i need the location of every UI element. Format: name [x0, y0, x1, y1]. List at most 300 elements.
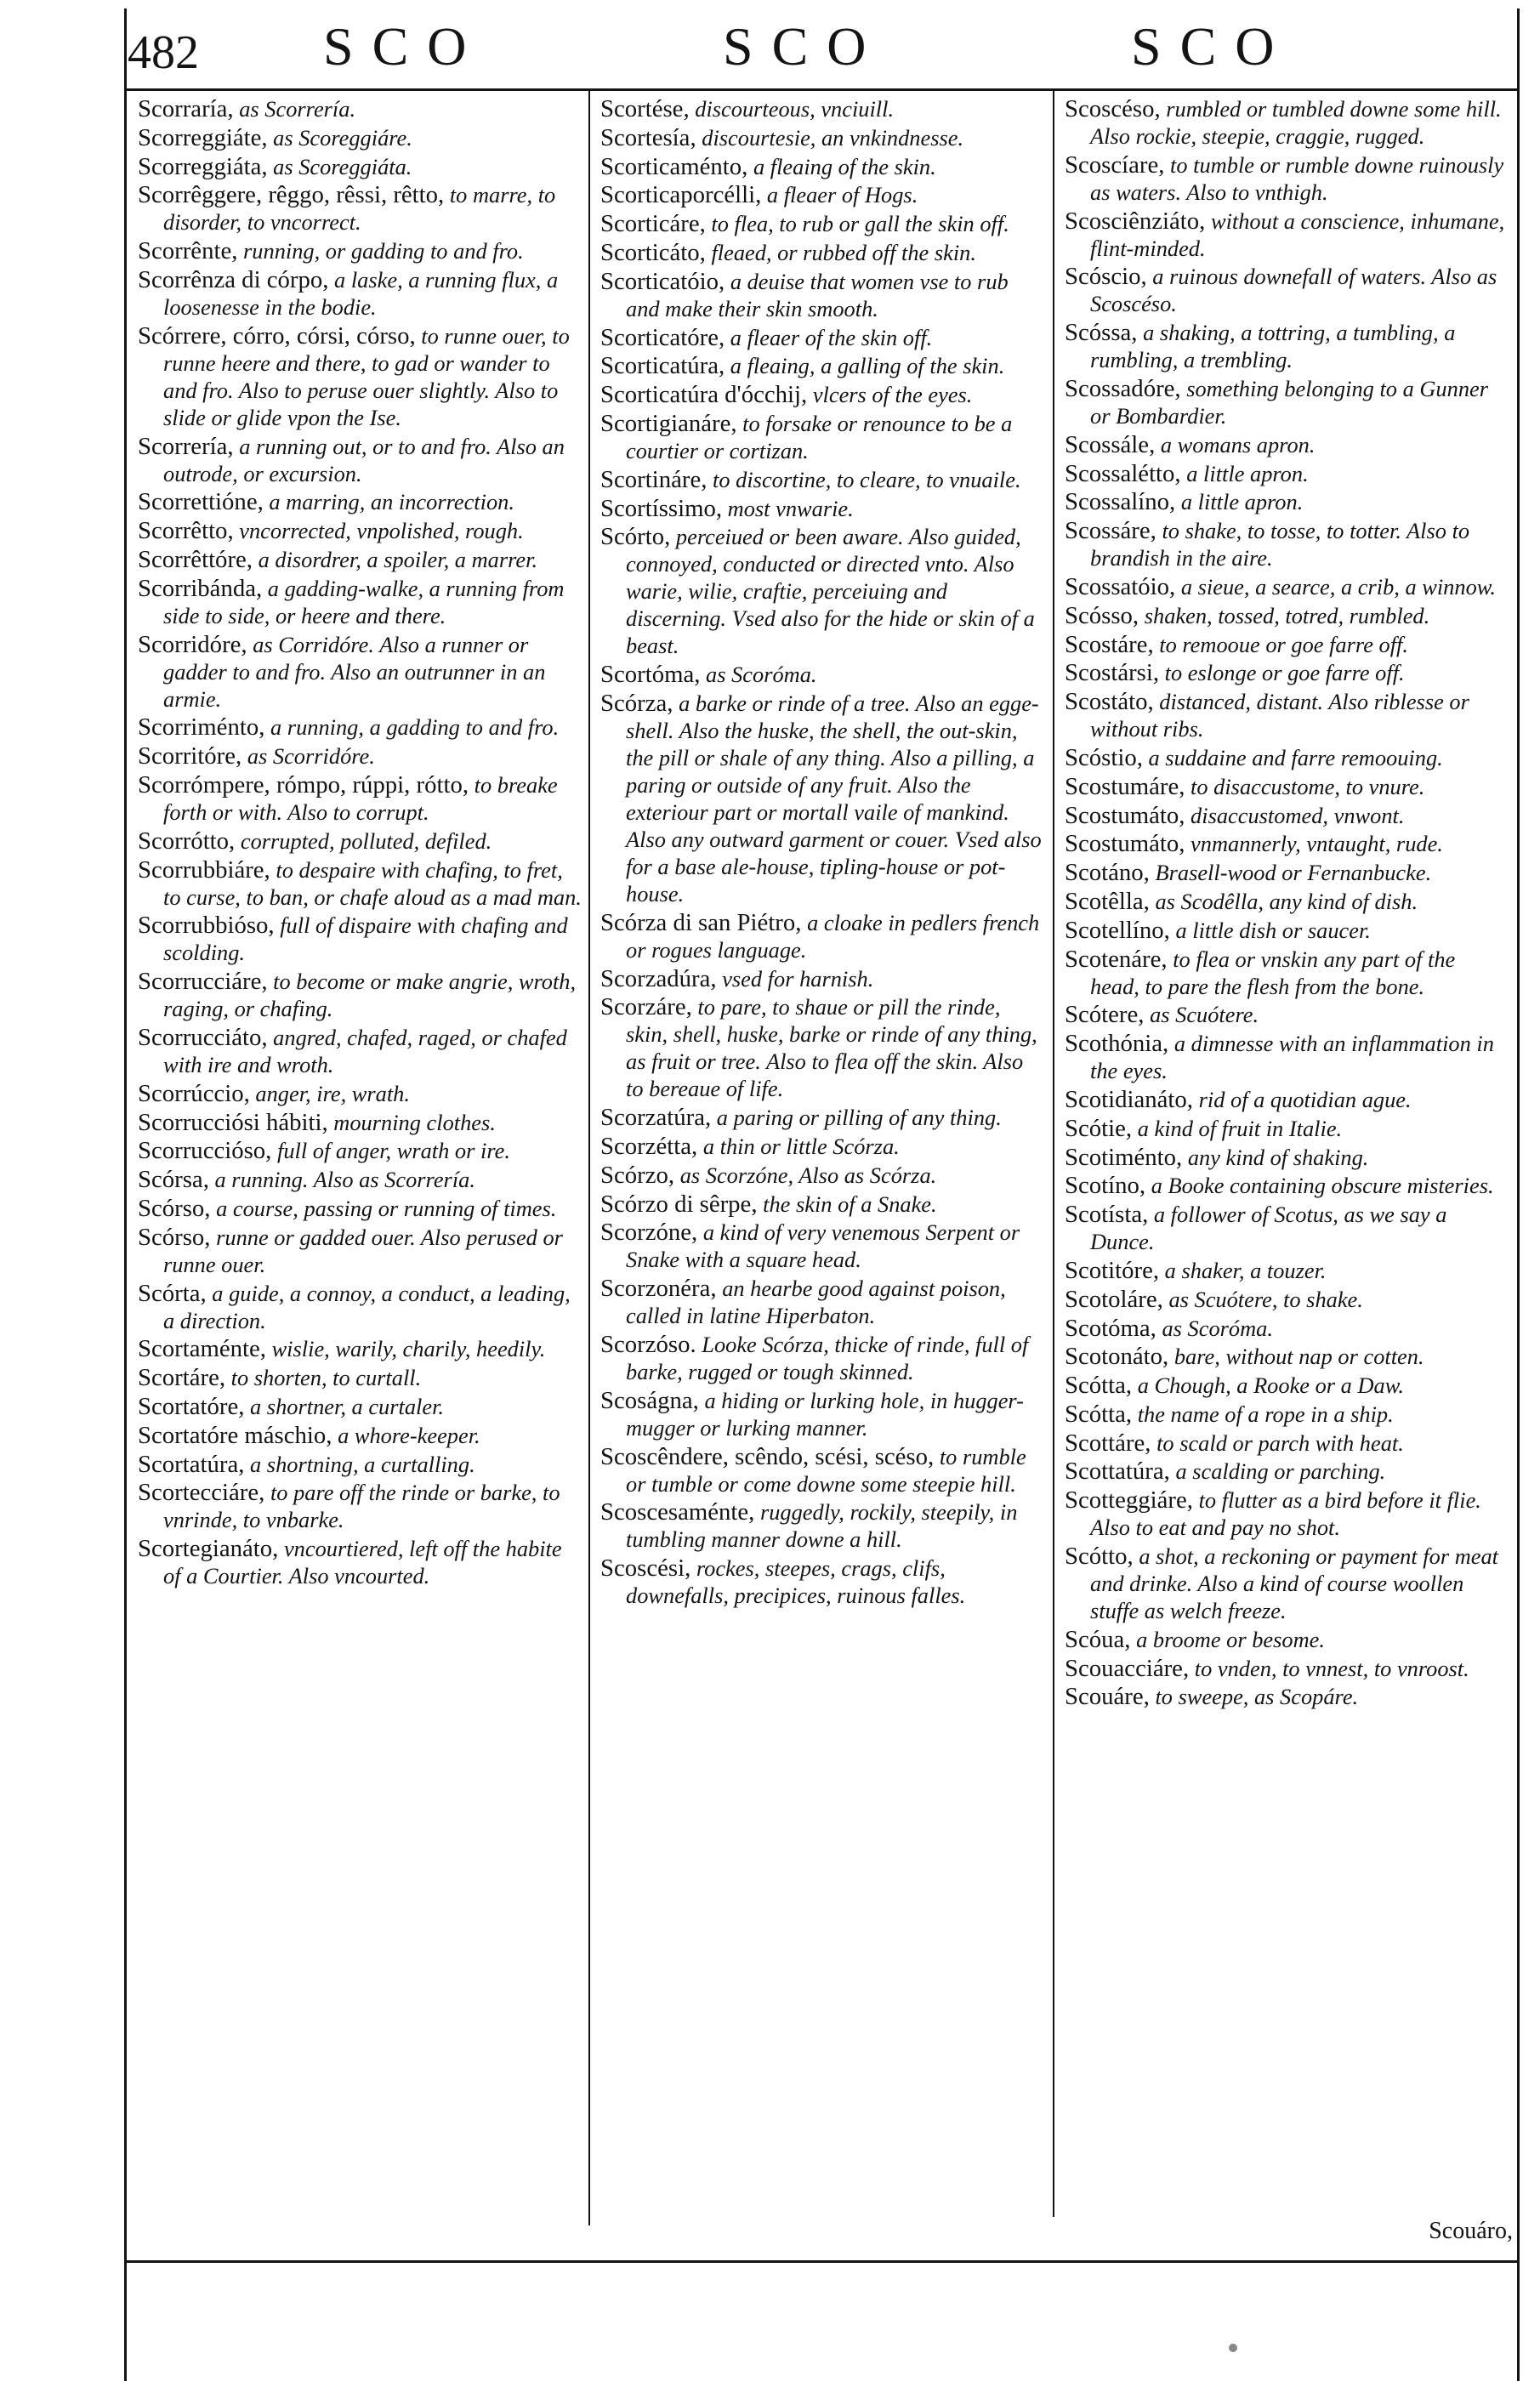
dictionary-entry	[138, 322, 582, 431]
definition: any kind of shaking.	[1187, 1144, 1369, 1170]
dictionary-entry	[138, 1364, 582, 1391]
definition: as Scorrería.	[239, 96, 356, 122]
headword: Scortesía,	[600, 123, 696, 151]
headword: Scotonáto,	[1065, 1343, 1169, 1371]
definition: something belonging to a Gunner or Bombardier.	[1090, 375, 1488, 429]
dictionary-entry	[1065, 830, 1509, 857]
headword: Scortigianáre,	[600, 409, 737, 437]
dictionary-entry	[600, 410, 1043, 464]
dictionary-entry	[138, 1535, 582, 1589]
definition: discourtesie, an vnkindnesse.	[702, 124, 964, 151]
dictionary-entry	[600, 210, 1043, 237]
definition: a follower of Scotus, as we say a Dunce.	[1090, 1202, 1447, 1255]
running-head-left: SCO	[323, 16, 486, 77]
dictionary-entry	[1065, 1372, 1509, 1399]
headword: Scoscesaménte,	[600, 1498, 755, 1526]
definition: a scalding or parching.	[1175, 1458, 1386, 1485]
definition: to vnden, to vnnest, to vnroost.	[1194, 1655, 1469, 1681]
headword: Scorrêggere, rêggo, rêssi, rêtto,	[138, 181, 445, 209]
dictionary-entry	[1065, 917, 1509, 944]
definition: to runne ouer, to runne heere and there, to gad or wander to and fro. Also to peruse ouer slightly. Also to slide or glide vpon the Ise.	[163, 322, 570, 430]
definition: a broome or besome.	[1136, 1626, 1325, 1652]
dictionary-entry	[600, 1275, 1043, 1329]
headword: Scotenáre,	[1065, 945, 1168, 973]
headword: Scortáre,	[138, 1364, 226, 1392]
dictionary-entry	[1065, 1115, 1509, 1142]
headword: Scórso,	[138, 1223, 211, 1251]
page-number: 482	[128, 26, 199, 79]
dictionary-entry	[600, 268, 1043, 322]
dictionary-entry	[138, 856, 582, 911]
running-head-center: SCO	[723, 16, 885, 77]
headword: Scorreggiáte,	[138, 123, 268, 151]
dictionary-entry	[138, 433, 582, 487]
definition: a running out, or to and fro. Also an outrode, or excursion.	[163, 433, 565, 486]
dictionary-entry	[600, 181, 1043, 208]
dictionary-entry	[1065, 375, 1509, 429]
headword: Scóstio,	[1065, 743, 1143, 771]
definition: a fleaing of the skin.	[753, 153, 936, 179]
dictionary-entry	[138, 237, 582, 264]
dictionary-entry	[1065, 1315, 1509, 1342]
headword: Scorriménto,	[138, 713, 265, 742]
definition: to shake, to tosse, to totter. Also to brandish in the aire.	[1090, 518, 1470, 571]
dictionary-entry	[138, 1335, 582, 1362]
definition: discourteous, vnciuill.	[695, 96, 895, 122]
definition: to discortine, to cleare, to vnuaile.	[713, 466, 1021, 492]
dictionary-entry	[138, 1393, 582, 1420]
dictionary-entry	[600, 965, 1043, 992]
dictionary-entry	[1065, 1030, 1509, 1084]
headword: Scórto,	[600, 523, 671, 551]
headword: Scotêlla,	[1065, 887, 1150, 915]
dictionary-entry	[1065, 1655, 1509, 1682]
headword: Scotíno,	[1065, 1172, 1146, 1200]
headword: Scouacciáre,	[1065, 1654, 1190, 1682]
definition: a laske, a running flux, a loosenesse in the bodie.	[163, 266, 559, 320]
definition: rid of a quotidian ague.	[1198, 1086, 1412, 1112]
dictionary-entry	[138, 1280, 582, 1334]
dictionary-entry	[138, 1479, 582, 1533]
dictionary-entry	[600, 1554, 1043, 1609]
definition: to shorten, to curtall.	[230, 1365, 422, 1391]
headword: Scotteggiáre,	[1065, 1486, 1193, 1515]
headword: Scotidianáto,	[1065, 1085, 1193, 1113]
dictionary-entry	[138, 1224, 582, 1278]
headword: Scóssa,	[1065, 319, 1138, 347]
headword: Scosciênziáto,	[1065, 207, 1206, 235]
dictionary-entry	[1065, 1086, 1509, 1113]
definition: to remooue or goe farre off.	[1159, 631, 1408, 657]
definition: a fleaer of the skin off.	[730, 324, 933, 350]
definition: a disordrer, a spoiler, a marrer.	[258, 546, 538, 572]
definition: a running. Also as Scorrería.	[214, 1167, 475, 1193]
headword: Scortatúra,	[138, 1450, 245, 1478]
dictionary-entry	[1065, 1257, 1509, 1284]
dictionary-entry	[138, 266, 582, 321]
definition: to scald or parch with heat.	[1156, 1429, 1404, 1456]
stray-mark	[1229, 2344, 1237, 2352]
definition: a little apron.	[1180, 489, 1304, 515]
definition: shaken, tossed, totred, rumbled.	[1144, 602, 1430, 628]
headword: Scoscési,	[600, 1554, 691, 1583]
headword: Scorrúccio,	[138, 1079, 250, 1107]
headword: Scorticáto,	[600, 238, 706, 266]
header-rule	[124, 88, 1520, 91]
dictionary-entry	[1065, 744, 1509, 771]
headword: Scotísta,	[1065, 1201, 1149, 1229]
definition: to flea, to rub or gall the skin off.	[711, 211, 1009, 237]
definition: a shortning, a curtalling.	[250, 1451, 475, 1477]
headword: Scorrubbióso,	[138, 912, 275, 940]
dictionary-entry	[1065, 517, 1509, 571]
definition: distanced, distant. Also riblesse or without ribs.	[1090, 689, 1469, 742]
definition: a kind of very venemous Serpent or Snake with a square head.	[626, 1219, 1020, 1273]
definition: to become or make angrie, wroth, raging, or chafing.	[163, 969, 577, 1022]
headword: Scossadóre,	[1065, 374, 1181, 402]
headword: Scorzóne,	[600, 1219, 698, 1247]
headword: Scortíssimo,	[600, 494, 723, 522]
dictionary-entry	[1065, 1001, 1509, 1028]
headword: Scorrómpere, rómpo, rúppi, rótto,	[138, 770, 469, 799]
dictionary-entry	[600, 239, 1043, 266]
headword: Scótere,	[1065, 1001, 1145, 1029]
headword: Scorrucciáto,	[138, 1023, 268, 1051]
definition: a running, a gadding to and fro.	[270, 714, 560, 741]
dictionary-entry	[1065, 1343, 1509, 1370]
dictionary-entry	[600, 1104, 1043, 1131]
dictionary-entry	[138, 1422, 582, 1449]
definition: to flutter as a bird before it flie. Also to eat and pay no shot.	[1090, 1487, 1481, 1541]
headword: Scossatóio,	[1065, 572, 1176, 600]
headword: Scorzétta,	[600, 1132, 698, 1160]
headword: Scóua,	[1065, 1625, 1131, 1653]
headword: Scostársi,	[1065, 659, 1160, 687]
definition: a gadding-walke, a running from side to side, or heere and there.	[163, 575, 565, 628]
headword: Scorrêtto,	[138, 517, 234, 545]
dictionary-entry	[600, 352, 1043, 379]
dictionary-entry	[600, 1162, 1043, 1189]
headword: Scortatóre,	[138, 1392, 245, 1420]
definition: a suddaine and farre remoouing.	[1148, 744, 1443, 770]
dictionary-entry	[600, 1387, 1043, 1441]
definition: fleaed, or rubbed off the skin.	[711, 239, 976, 265]
headword: Scórzo di sêrpe,	[600, 1190, 758, 1218]
dictionary-entry	[138, 713, 582, 741]
dictionary-entry	[1065, 151, 1509, 206]
column-1	[138, 95, 582, 1591]
headword: Scoscêndere, scêndo, scési, scéso,	[600, 1442, 935, 1470]
headword: Scorticaménto,	[600, 152, 748, 180]
headword: Scostáto,	[1065, 688, 1154, 716]
headword: Scorticatúra d'ócchij,	[600, 381, 808, 409]
headword: Scorzóso.	[600, 1330, 696, 1358]
headword: Scostáre,	[1065, 630, 1154, 658]
definition: a shaker, a touzer.	[1164, 1257, 1327, 1283]
dictionary-entry	[600, 1191, 1043, 1218]
dictionary-entry	[1065, 1458, 1509, 1485]
definition: a Booke containing obscure misteries.	[1151, 1173, 1494, 1199]
dictionary-entry	[138, 1109, 582, 1136]
definition: an hearbe good against poison, called in latine Hiperbaton.	[626, 1276, 1006, 1329]
dictionary-entry	[600, 95, 1043, 122]
headword: Scotóma,	[1065, 1314, 1156, 1342]
dictionary-entry	[138, 968, 582, 1022]
headword: Scorzonéra,	[600, 1275, 717, 1303]
definition: a course, passing or running of times.	[216, 1195, 557, 1221]
dictionary-entry	[1065, 602, 1509, 629]
dictionary-entry	[138, 488, 582, 515]
headword: Scortináre,	[600, 465, 707, 493]
right-margin-rule	[1517, 9, 1520, 2381]
column-divider-2	[1053, 91, 1054, 2217]
dictionary-entry	[1065, 946, 1509, 1000]
headword: Scothónia,	[1065, 1030, 1169, 1058]
definition: a shot, a reckoning or payment for meat and drinke. Also a kind of course woollen stuffe as welch freeze.	[1090, 1543, 1499, 1624]
dictionary-entry	[1065, 631, 1509, 658]
headword: Scorzáre,	[600, 993, 692, 1021]
dictionary-entry	[600, 1133, 1043, 1160]
headword: Scortaménte,	[138, 1335, 266, 1363]
definition: a little dish or saucer.	[1175, 917, 1371, 943]
definition: to despaire with chafing, to fret, to curse, to ban, or chafe aloud as a mad man.	[163, 856, 582, 910]
definition: to sweepe, as Scopáre.	[1155, 1684, 1359, 1710]
definition: Looke Scórza, thicke of rinde, full of barke, rugged or tough skinned.	[626, 1331, 1029, 1384]
dictionary-entry	[138, 181, 582, 236]
headword: Scossáre,	[1065, 517, 1156, 545]
definition: vnmannerly, vntaught, rude.	[1191, 831, 1443, 857]
headword: Scorrênza di córpo,	[138, 265, 329, 293]
definition: to disaccustome, to vnure.	[1191, 773, 1425, 799]
dictionary-entry	[138, 771, 582, 826]
headword: Scotellíno,	[1065, 916, 1170, 944]
definition: the name of a rope in a ship.	[1137, 1401, 1394, 1427]
dictionary-entry	[1065, 1626, 1509, 1653]
definition: to pare off the rinde or barke, to vnrinde, to vnbarke.	[163, 1480, 560, 1533]
headword: Scorrêttóre,	[138, 545, 253, 573]
dictionary-entry	[138, 912, 582, 966]
dictionary-entry	[600, 381, 1043, 408]
dictionary-entry	[138, 1137, 582, 1164]
headword: Scórza di san Piétro,	[600, 908, 802, 936]
definition: to marre, to disorder, to vncorrect.	[163, 182, 556, 236]
dictionary-entry	[1065, 1543, 1509, 1624]
page-header	[128, 15, 1505, 83]
headword: Scostumáto,	[1065, 830, 1185, 858]
definition: disaccustomed, vnwont.	[1191, 802, 1405, 828]
dictionary-entry	[1065, 1683, 1509, 1710]
definition: anger, ire, wrath.	[255, 1080, 410, 1106]
headword: Scorticatóre,	[600, 323, 725, 351]
definition: to eslonge or goe farre off.	[1164, 660, 1405, 686]
headword: Scottatúra,	[1065, 1458, 1170, 1486]
headword: Scótta,	[1065, 1372, 1133, 1400]
definition: as Scorzóne, Also as Scórza.	[679, 1162, 937, 1188]
definition: a sieue, a searce, a crib, a winnow.	[1180, 573, 1497, 600]
definition: without a conscience, inhumane, flint-minded.	[1090, 207, 1505, 261]
dictionary-entry	[138, 1166, 582, 1193]
headword: Scorritóre,	[138, 742, 242, 770]
dictionary-entry	[1065, 888, 1509, 915]
dictionary-entry	[1065, 1401, 1509, 1428]
definition: a paring or pilling of any thing.	[716, 1105, 1002, 1131]
definition: as Scuótere, to shake.	[1168, 1286, 1363, 1312]
left-margin-rule	[124, 9, 127, 2381]
definition: to flea or vnskin any part of the head, to pare the flesh from the bone.	[1090, 946, 1456, 999]
definition: vsed for harnish.	[722, 965, 874, 992]
definition: a fleaer of Hogs.	[766, 182, 918, 208]
dictionary-entry	[600, 495, 1043, 522]
definition: a deuise that women vse to rub and make their skin smooth.	[626, 268, 1009, 321]
definition: as Scodêlla, any kind of dish.	[1155, 888, 1418, 914]
headword: Scorrucciáre,	[138, 968, 268, 996]
dictionary-entry	[138, 153, 582, 180]
dictionary-entry	[138, 1024, 582, 1078]
headword: Scottáre,	[1065, 1429, 1151, 1457]
definition: full of dispaire with chafing and scolding.	[163, 912, 568, 966]
headword: Scorribánda,	[138, 574, 263, 602]
bottom-rule	[124, 2260, 1520, 2263]
definition: a hiding or lurking hole, in hugger-mugger or lurking manner.	[626, 1387, 1024, 1441]
headword: Scotoláre,	[1065, 1285, 1163, 1313]
definition: a whore-keeper.	[338, 1422, 480, 1448]
headword: Scortése,	[600, 95, 690, 122]
column-divider-1	[588, 91, 590, 2225]
headword: Scoscíare,	[1065, 151, 1165, 179]
headword: Scorreggiáta,	[138, 152, 268, 180]
headword: Scotitóre,	[1065, 1256, 1160, 1284]
headword: Scotáno,	[1065, 859, 1150, 887]
headword: Scósso,	[1065, 601, 1139, 629]
dictionary-entry	[1065, 659, 1509, 686]
headword: Scorzadúra,	[600, 964, 717, 992]
headword: Scorticatóio,	[600, 267, 725, 295]
definition: a Chough, a Rooke or a Daw.	[1137, 1373, 1404, 1399]
dictionary-entry	[1065, 573, 1509, 600]
dictionary-entry	[1065, 1486, 1509, 1541]
headword: Scótie,	[1065, 1114, 1133, 1142]
definition: bare, without nap or cotten.	[1173, 1344, 1424, 1370]
dictionary-entry	[600, 1498, 1043, 1553]
dictionary-entry	[1065, 319, 1509, 373]
definition: a womans apron.	[1160, 431, 1316, 458]
definition: wislie, warily, charily, heedily.	[271, 1336, 546, 1362]
definition: rockes, steepes, crags, clifs, downefalls, precipices, ruinous falles.	[626, 1555, 966, 1609]
dictionary-entry	[1065, 207, 1509, 262]
definition: as Scoróma.	[1162, 1315, 1273, 1341]
dictionary-entry	[138, 517, 582, 544]
dictionary-entry	[138, 575, 582, 629]
dictionary-entry	[1065, 95, 1509, 150]
headword: Scórza,	[600, 689, 673, 717]
dictionary-entry	[1065, 1172, 1509, 1199]
definition: as Scoreggiáta.	[273, 153, 412, 179]
definition: ruggedly, rockily, steepily, in tumbling manner downe a hill.	[626, 1499, 1018, 1553]
definition: to breake forth or with. Also to corrupt.	[163, 771, 558, 825]
dictionary-entry	[600, 1331, 1043, 1385]
headword: Scórta,	[138, 1279, 207, 1307]
column-3	[1065, 95, 1509, 1712]
headword: Scótta,	[1065, 1400, 1133, 1428]
definition: a ruinous downefall of waters. Also as Scoscéso.	[1090, 264, 1497, 317]
definition: a fleaing, a galling of the skin.	[730, 353, 1005, 379]
dictionary-entry	[1065, 1429, 1509, 1457]
definition: to forsake or renounce to be a courtier or cortizan.	[626, 410, 1013, 463]
headword: Scorrênte,	[138, 237, 238, 265]
headword: Scorticaporcélli,	[600, 181, 762, 209]
headword: Scossalétto,	[1065, 459, 1181, 487]
definition: a kind of fruit in Italie.	[1137, 1115, 1343, 1141]
headword: Scorrería,	[138, 432, 234, 460]
headword: Scótto,	[1065, 1543, 1134, 1571]
definition: to tumble or rumble downe ruinously as waters. Also to vnthigh.	[1090, 151, 1504, 205]
definition: to pare, to shaue or pill the rinde, skin, shell, huske, barke or rinde of any thing, as fruit or tree. Also to flea off the skin. Also to bereaue of life.	[626, 994, 1037, 1102]
definition: a thin or little Scórza.	[702, 1133, 900, 1159]
headword: Scoscéso,	[1065, 95, 1161, 122]
definition: perceiued or been aware. Also guided, connoyed, conducted or directed vnto. Also warie, wilie, craftie, perceiuing and discerning. Vsed also for the hide or skin of a beast.	[626, 524, 1035, 659]
definition: vncorrected, vnpolished, rough.	[239, 518, 524, 544]
running-head-right: SCO	[1131, 16, 1293, 77]
headword: Scorraría,	[138, 95, 234, 122]
dictionary-entry	[1065, 460, 1509, 487]
dictionary-entry	[600, 690, 1043, 907]
definition: a shaking, a tottring, a tumbling, a rumbling, a trembling.	[1090, 320, 1456, 373]
definition: full of anger, wrath or ire.	[276, 1138, 510, 1164]
headword: Scorticáre,	[600, 210, 706, 238]
headword: Scortóma,	[600, 661, 701, 689]
dictionary-entry	[138, 1451, 582, 1478]
headword: Scórsa,	[138, 1166, 209, 1194]
dictionary-entry	[600, 909, 1043, 963]
dictionary-entry	[600, 1443, 1043, 1498]
dictionary-entry	[1065, 1144, 1509, 1171]
definition: a marring, an incorrection.	[269, 489, 514, 515]
definition: as Scuótere.	[1150, 1002, 1259, 1028]
definition: the skin of a Snake.	[763, 1191, 937, 1217]
definition: running, or gadding to and fro.	[243, 238, 524, 264]
headword: Scostumáto,	[1065, 801, 1185, 829]
dictionary-entry	[600, 466, 1043, 493]
column-2	[600, 95, 1043, 1611]
definition: a shortner, a curtaler.	[250, 1393, 445, 1419]
definition: runne or gadded ouer. Also perused or runne ouer.	[163, 1224, 563, 1277]
headword: Scostumáre,	[1065, 772, 1185, 800]
headword: Scossalíno,	[1065, 488, 1176, 516]
dictionary-entry	[138, 631, 582, 713]
definition: vncourtiered, left off the habite of a Courtier. Also vncourted.	[163, 1536, 562, 1589]
dictionary-entry	[138, 1080, 582, 1107]
definition: mourning clothes.	[333, 1109, 496, 1135]
definition: rumbled or tumbled downe some hill. Also rockie, steepie, craggie, rugged.	[1090, 96, 1502, 149]
headword: Scortecciáre,	[138, 1479, 265, 1507]
headword: Scotiménto,	[1065, 1143, 1183, 1171]
definition: most vnwarie.	[727, 495, 854, 521]
definition: corrupted, polluted, defiled.	[240, 827, 492, 854]
definition: a cloake in pedlers french or rogues language.	[626, 909, 1040, 963]
definition: vlcers of the eyes.	[812, 382, 973, 408]
dictionary-entry	[138, 95, 582, 122]
definition: a barke or rinde of a tree. Also an egge-shell. Also the huske, the shell, the out-skin, the pill or shale of any thing. Also a pilling, a paring or outside of any fruit. Also the exteriour part or mortall vaile of mankind. Also any outward garment or couer. Vsed also for a base ale-house, tipling-house or pot-house.	[626, 690, 1042, 906]
dictionary-entry	[600, 324, 1043, 351]
headword: Scortatóre máschio,	[138, 1421, 332, 1449]
definition: as Scoróma.	[706, 662, 817, 688]
headword: Scorticatúra,	[600, 352, 725, 380]
definition: Brasell-wood or Fernanbucke.	[1155, 860, 1432, 886]
dictionary-entry	[138, 546, 582, 573]
dictionary-entry	[600, 1219, 1043, 1273]
headword: Scossále,	[1065, 430, 1156, 458]
dictionary-entry	[600, 153, 1043, 180]
